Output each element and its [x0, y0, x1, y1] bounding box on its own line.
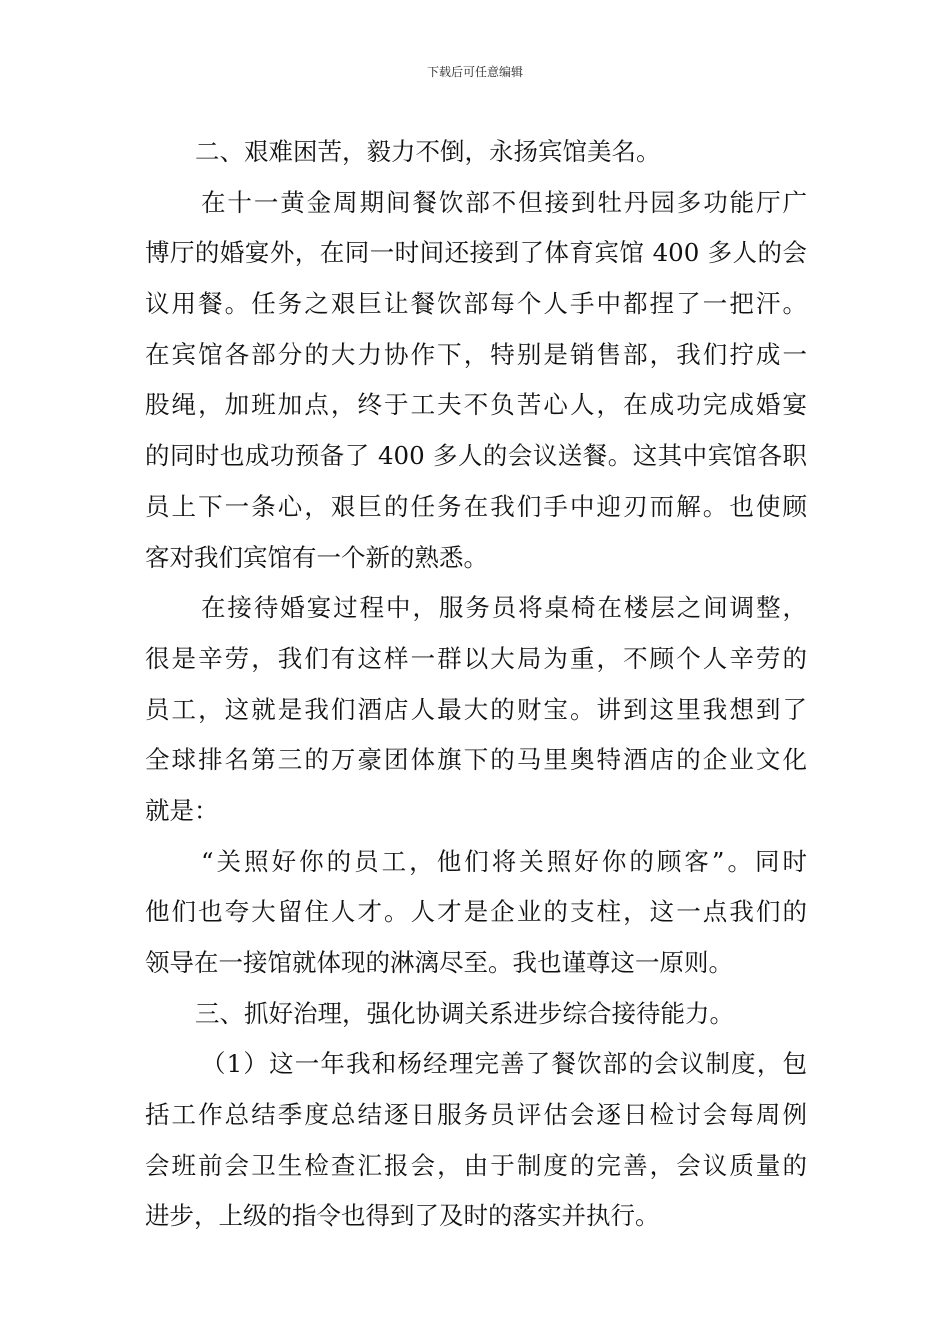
document-body [145, 127, 807, 1242]
section-heading-3: 三、抓好治理，强化协调关系进步综合接待能力。 [195, 998, 734, 1028]
paragraph-line: 他们也夸大留住人才。人才是企业的支柱，这一点我们的 [145, 897, 807, 927]
paragraph-line: 博厅的婚宴外，在同一时间还接到了体育宾馆 400 多人的会 [145, 238, 807, 268]
paragraph-line: 很是辛劳，我们有这样一群以大局为重，不顾个人辛劳的 [145, 643, 807, 673]
paragraph-line: 领导在一接馆就体现的淋漓尽至。我也谨尊这一原则。 [145, 948, 733, 977]
page-header: 下载后可任意编辑 [426, 65, 523, 79]
paragraph-line: 全球排名第三的万豪团体旗下的马里奥特酒店的企业文化 [145, 745, 807, 775]
paragraph-line: 员上下一条心，艰巨的任务在我们手中迎刃而解。也使顾 [145, 491, 807, 521]
paragraph-line: 就是： [145, 795, 219, 825]
paragraph-line: 股绳，加班加点，终于工夫不负苦心人，在成功完成婚宴 [145, 390, 807, 420]
paragraph-line: 员工，这就是我们酒店人最大的财宝。讲到这里我想到了 [145, 694, 807, 724]
paragraph-line: （1）这一年我和杨经理完善了餐饮部的会议制度，包 [201, 1049, 807, 1079]
section-heading-2: 二、艰难困苦，毅力不倒，永扬宾馆美名。 [195, 137, 661, 166]
paragraph-line: 括工作总结季度总结逐日服务员评估会逐日检讨会每周例 [145, 1100, 807, 1130]
paragraph-line: 客对我们宾馆有一个新的熟悉。 [145, 542, 488, 572]
paragraph-line: 在宾馆各部分的大力协作下，特别是销售部，我们拧成一 [145, 339, 807, 369]
paragraph-line: 议用餐。任务之艰巨让餐饮部每个人手中都捏了一把汗。 [145, 289, 807, 319]
paragraph-line: 的同时也成功预备了 400 多人的会议送餐。这其中宾馆各职 [145, 441, 807, 471]
paragraph-line: 进步，上级的指令也得到了及时的落实并执行。 [145, 1201, 660, 1231]
paragraph-line: 在十一黄金周期间餐饮部不但接到牡丹园多功能厅广 [201, 187, 807, 217]
paragraph-line: 会班前会卫生检查汇报会，由于制度的完善，会议质量的 [145, 1150, 807, 1180]
paragraph-line: 在接待婚宴过程中，服务员将桌椅在楼层之间调整， [201, 593, 807, 623]
quote-line: “关照好你的员工，他们将关照好你的顾客”。同时 [201, 846, 807, 876]
